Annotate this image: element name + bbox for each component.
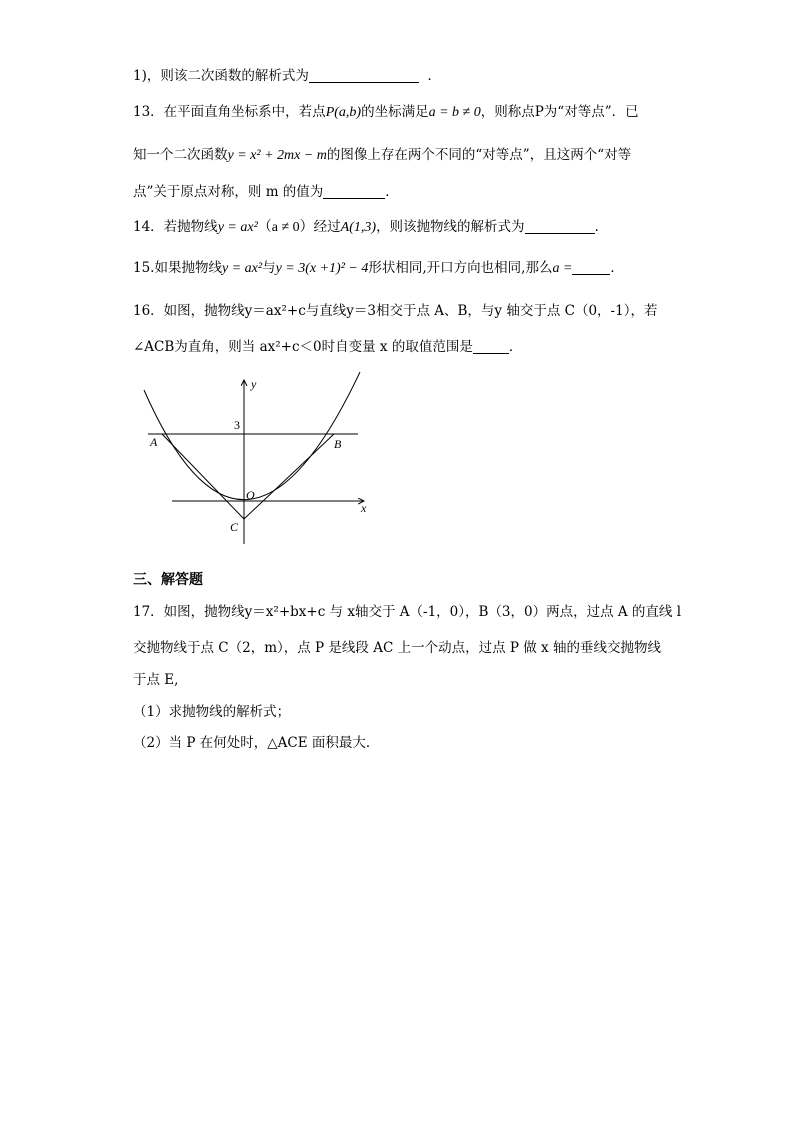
label-a: A: [150, 435, 158, 449]
parabola-curve: [144, 372, 360, 500]
q17-line-2: 交抛物线于点 C（2，m），点 P 是线段 AC 上一个动点，过点 P 做 x 轴的垂线交抛物线: [133, 640, 661, 656]
label-3: 3: [234, 418, 240, 432]
q13-line-3: 点”关于原点对称，则 m 的值为 ．: [133, 184, 399, 200]
label-y: y: [251, 377, 257, 391]
parabola-figure: [138, 368, 378, 548]
q16-line-2: ∠ACB为直角，则当 ax²+c＜0时自变量 x 的取值范围是 ．: [133, 339, 523, 355]
q13-line-2: 知一个二次函数y = x² + 2mx − m的图像上存在两个不同的“对等点”，且这两个“对等: [133, 147, 632, 163]
answer-blank-q14[interactable]: [525, 219, 595, 234]
parabola-diagram: [138, 368, 378, 548]
q12-tail: 1)，则该二次函数的解析式为 ．: [133, 68, 441, 84]
label-x: x: [361, 501, 367, 515]
q17-part-1: （1）求抛物线的解析式；: [133, 704, 291, 720]
label-c: C: [230, 520, 239, 534]
section-heading: 三、解答题: [133, 572, 203, 588]
answer-blank-q12[interactable]: [309, 68, 419, 83]
label-o: O: [246, 488, 255, 502]
label-b: B: [334, 437, 342, 451]
q17-line-3: 于点 E,: [133, 672, 179, 688]
segment-ca: [162, 434, 244, 519]
segment-cb: [244, 434, 334, 519]
q14-line: 14．若抛物线y = ax²（a ≠ 0）经过A(1,3)，则该抛物线的解析式为 ．: [133, 219, 609, 235]
answer-blank-q15[interactable]: [572, 260, 610, 275]
q16-line-1: 16．如图，抛物线y＝ax²+c与直线y＝3相交于点 A、B，与y 轴交于点 C（0，-1），若: [133, 303, 658, 319]
q13-line-1: 13．在平面直角坐标系中，若点P(a,b)的坐标满足a = b ≠ 0，则称点P为“对等点”．已: [133, 104, 639, 120]
q17-part-2: （2）当 P 在何处时，△ACE 面积最大．: [133, 735, 380, 751]
answer-blank-q16[interactable]: [473, 339, 509, 354]
answer-blank-q13[interactable]: [323, 184, 385, 199]
q15-line: 15.如果抛物线y = ax²与y = 3(x +1)² − 4形状相同,开口方向也相同,那么a = ．: [133, 260, 624, 276]
q17-line-1: 17．如图，抛物线y＝x²+bx+c 与 x轴交于 A（-1，0），B（3，0）两点，过点 A 的直线 l: [133, 604, 682, 620]
